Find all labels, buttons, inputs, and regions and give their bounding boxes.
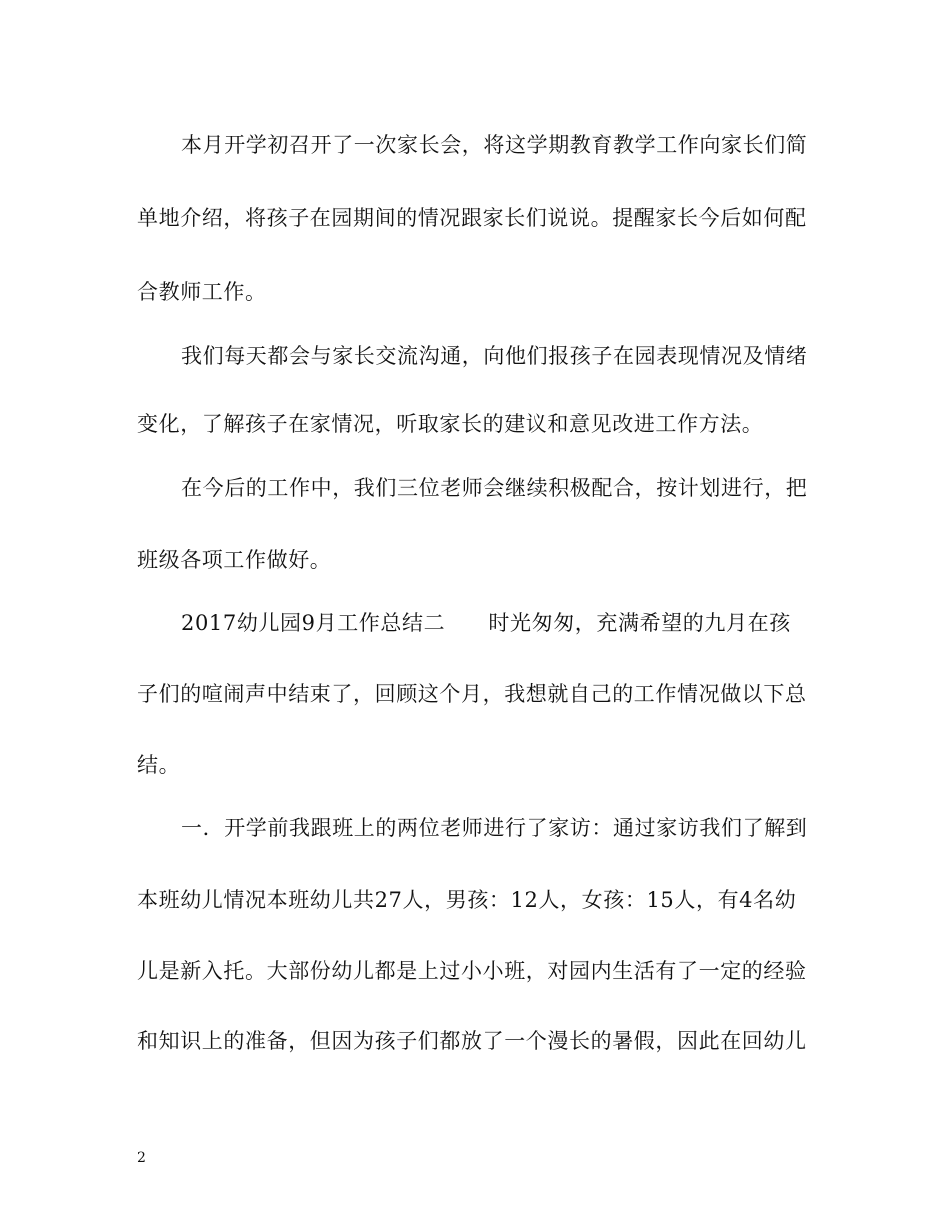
text-line: 班级各项工作做好。 bbox=[137, 548, 332, 572]
text-line: 我们每天都会与家长交流沟通，向他们报孩子在园表现情况及情绪 bbox=[181, 344, 808, 368]
text-line: 一．开学前我跟班上的两位老师进行了家访：通过家访我们了解到 bbox=[181, 816, 808, 840]
text-line: 子们的喧闹声中结束了，回顾这个月，我想就自己的工作情况做以下总 bbox=[137, 682, 807, 706]
text-line: 本班幼儿情况本班幼儿共27人，男孩：12人，女孩：15人，有4名幼 bbox=[137, 888, 797, 912]
text-line: 2017幼儿园9月工作总结二 时光匆匆，充满希望的九月在孩 bbox=[181, 611, 791, 635]
text-line: 结。 bbox=[137, 753, 181, 777]
text-line: 儿是新入托。大部份幼儿都是上过小小班，对园内生活有了一定的经验 bbox=[137, 959, 807, 983]
text-line: 和知识上的准备，但因为孩子们都放了一个漫长的暑假，因此在回幼儿 bbox=[137, 1029, 807, 1053]
text-line: 本月开学初召开了一次家长会，将这学期教育教学工作向家长们简 bbox=[181, 133, 808, 157]
page-number: 2 bbox=[137, 1150, 146, 1166]
text-line: 在今后的工作中，我们三位老师会继续积极配合，按计划进行，把 bbox=[181, 476, 808, 500]
text-line: 变化，了解孩子在家情况，听取家长的建议和意见改进工作方法。 bbox=[137, 412, 764, 436]
text-line: 合教师工作。 bbox=[137, 280, 267, 304]
text-line: 单地介绍，将孩子在园期间的情况跟家长们说说。提醒家长今后如何配 bbox=[137, 206, 807, 230]
